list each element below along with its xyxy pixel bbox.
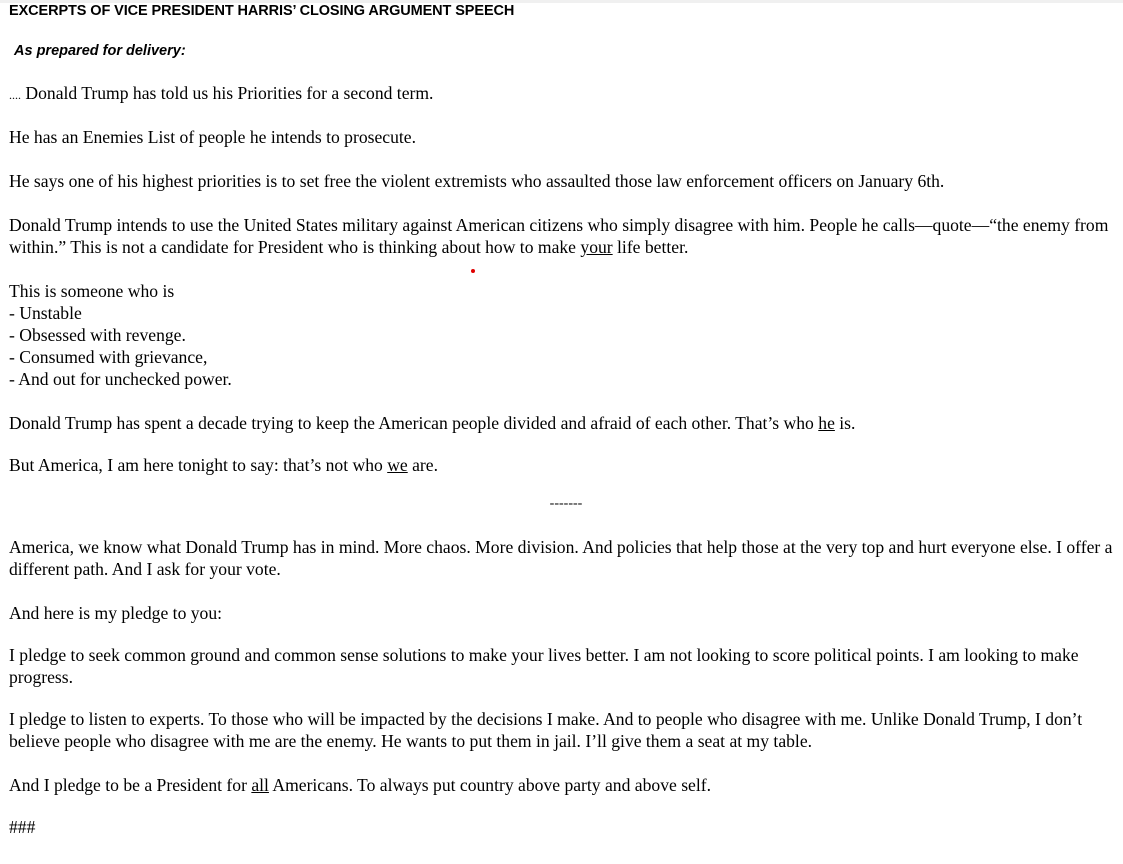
list-item: - And out for unchecked power. (9, 369, 232, 389)
end-mark: ### (9, 817, 36, 837)
paragraph-extremists: He says one of his highest priorities is to set free the violent extremists who assaulted those law enforcement officers on January 6th. (9, 171, 945, 191)
list-item: - Obsessed with revenge. (9, 325, 186, 345)
paragraph-pledge-common-ground: I pledge to seek common ground and common sense solutions to make your lives better. I am not looking to score political points. I am looking to make progress. (9, 645, 1079, 687)
paragraph-military (9, 214, 1114, 258)
underlined-word: we (387, 455, 408, 475)
paragraph-text: And I pledge to be a President for (9, 775, 252, 795)
paragraph-enemies-list: He has an Enemies List of people he intends to prosecute. (9, 127, 416, 147)
paragraph-text: Americans. To always put country above party and above self. (268, 775, 712, 795)
paragraph-priorities (9, 82, 1114, 106)
leading-ellipsis: .... (9, 88, 21, 102)
paragraph-pledge-intro: And here is my pledge to you: (9, 603, 223, 623)
paragraph-text: is. (834, 413, 856, 433)
red-marker-dot (471, 269, 475, 273)
paragraph-divided (9, 412, 1114, 434)
paragraph-pledge-all-americans (9, 774, 1114, 796)
paragraph-not-who-we-are (9, 454, 1114, 476)
list-item: - Unstable (9, 303, 82, 323)
paragraph-text: But America, I am here tonight to say: that’s not who (9, 455, 388, 475)
paragraph-text: are. (407, 455, 438, 475)
document-subtitle: As prepared for delivery: (14, 43, 186, 59)
underlined-word: all (251, 775, 269, 795)
list-intro: This is someone who is (9, 281, 175, 301)
underlined-word: your (580, 237, 613, 257)
section-separator: ------- (549, 496, 583, 511)
paragraph-text: life better. (612, 237, 689, 257)
underlined-word: he (818, 413, 835, 433)
paragraph-pledge-listen: I pledge to listen to experts. To those who will be impacted by the decisions I make. And to people who disagree with me. Unlike Donald Trump, I don’t believe people who disagree with me are the enemy. He wants to put them in jail. I’ll give them a seat at my table. (9, 709, 1083, 751)
paragraph-text: Donald Trump has spent a decade trying to keep the American people divided and afraid of each other. That’s who (9, 413, 819, 433)
paragraph-different-path: America, we know what Donald Trump has in mind. More chaos. More division. And policies that help those at the very top and hurt everyone else. I offer a different path. And I ask for your vote. (9, 537, 1113, 579)
list-item: - Consumed with grievance, (9, 347, 208, 367)
paragraph-text: Donald Trump has told us his Priorities for a second term. (21, 83, 434, 103)
paragraph-text: Donald Trump intends to use the United States military against American citizens who simply disagree with him. People he calls—quote—“the enemy from within.” This is not a candidate for President who is thinking about how to make (9, 215, 1109, 257)
document-title: EXCERPTS OF VICE PRESIDENT HARRIS’ CLOSING ARGUMENT SPEECH (9, 3, 515, 19)
